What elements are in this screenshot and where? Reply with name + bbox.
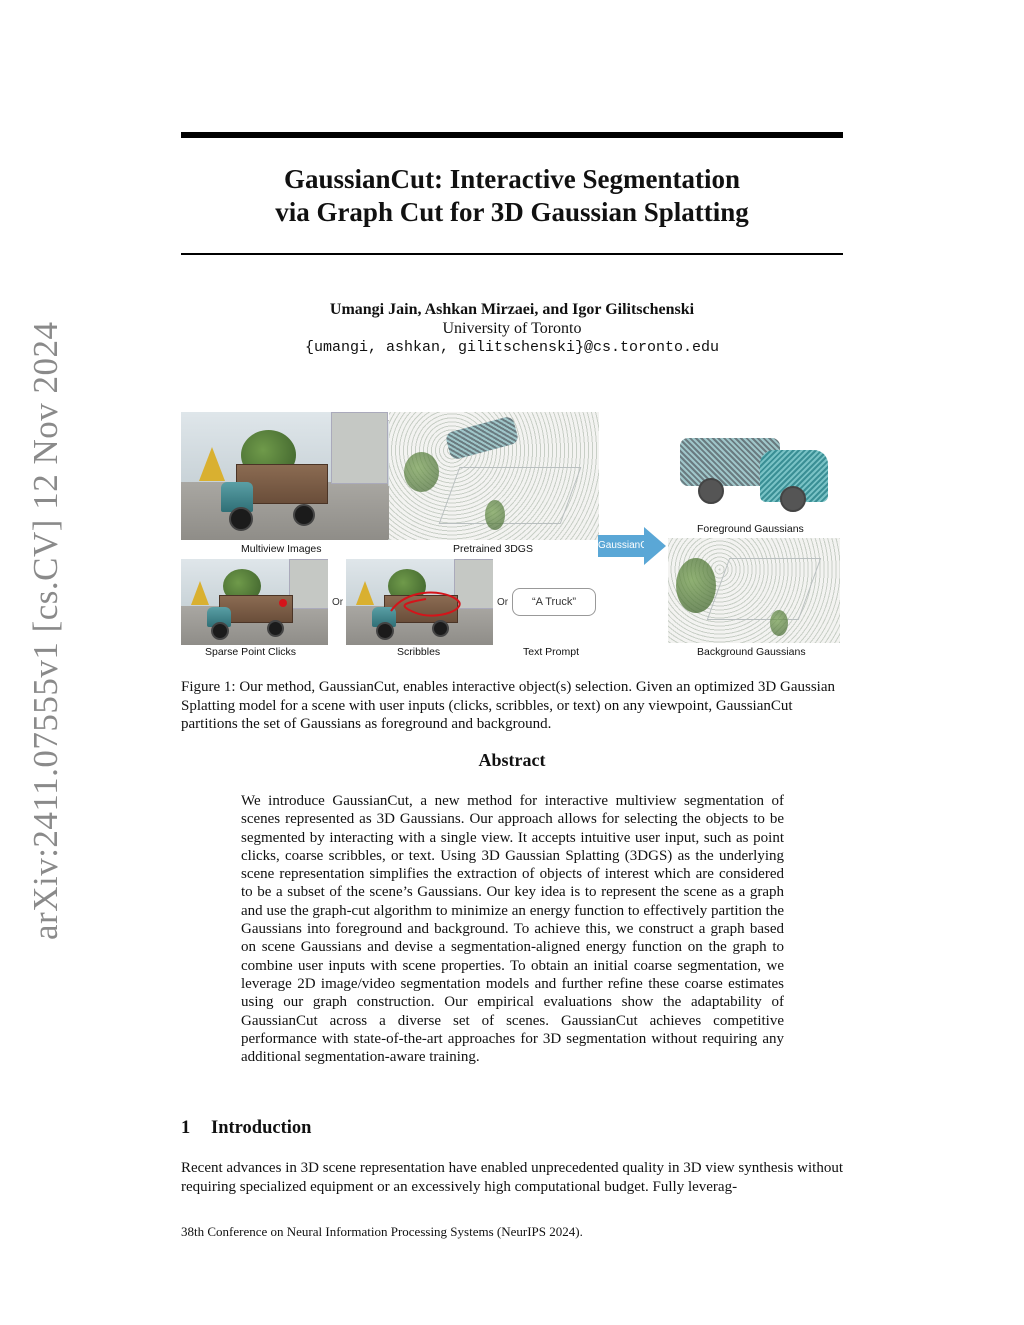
- figure-1: [181, 410, 843, 662]
- scribbles-image: [346, 559, 493, 645]
- arxiv-stamp: arXiv:2411.07555v1 [cs.CV] 12 Nov 2024: [26, 321, 65, 940]
- abstract-heading: Abstract: [478, 750, 546, 770]
- title-rule-bottom: [181, 253, 843, 255]
- pretrained-3dgs-image: [389, 412, 599, 540]
- or-separator-1: Or: [332, 597, 344, 608]
- sparse-clicks-image: [181, 559, 328, 645]
- figure-caption: Figure 1: Our method, GaussianCut, enables interactive object(s) selection. Given an optimized 3D Gaussian Splatting model for a scene with user inputs (clicks, scribbles, or text) on any viewpoint, GaussianCut partitions the set of Gaussians as foreground and background.: [181, 679, 836, 732]
- section-title: Introduction: [211, 1118, 312, 1138]
- title-line-1: GaussianCut: Interactive Segmentation: [284, 164, 740, 194]
- section-number: 1: [181, 1118, 191, 1138]
- title-line-2: via Graph Cut for 3D Gaussian Splatting: [275, 197, 749, 227]
- label-pretrained: Pretrained 3DGS: [453, 543, 533, 555]
- author-block: [181, 300, 843, 357]
- conference-footer: 38th Conference on Neural Information Processing Systems (NeurIPS 2024).: [181, 1224, 583, 1239]
- affiliation: University of Toronto: [442, 320, 582, 337]
- text-prompt-box: “A Truck”: [512, 588, 596, 616]
- label-background: Background Gaussians: [697, 646, 806, 658]
- label-clicks: Sparse Point Clicks: [205, 646, 297, 658]
- title-rule-top: [181, 132, 843, 138]
- introduction-body: Recent advances in 3D scene representation have enabled unprecedented quality in 3D view synthesis without requiring specialized equipment or an excessively high computational budget. Fully leverag-: [181, 1160, 843, 1195]
- label-foreground: Foreground Gaussians: [697, 523, 804, 535]
- label-scribbles: Scribbles: [397, 646, 441, 658]
- gaussiancut-arrow: GaussianCut: [598, 535, 644, 557]
- author-names: Umangi Jain, Ashkan Mirzaei, and Igor Gilitschenski: [329, 301, 695, 318]
- label-multiview: Multiview Images: [241, 543, 322, 555]
- multiview-image-front: [181, 412, 388, 540]
- foreground-gaussians-image: [668, 420, 840, 520]
- scribble-stroke-icon: [346, 559, 493, 645]
- author-email: {umangi, ashkan, gilitschenski}@cs.toronto.edu: [304, 339, 720, 356]
- click-point-icon: [279, 599, 287, 607]
- section-heading-introduction: [181, 1118, 311, 1139]
- abstract-body: We introduce GaussianCut, a new method for interactive multiview segmentation of scenes represented as 3D Gaussians. Our approach allows for selecting the objects to be segmented by interacting with a single view. It accepts intuitive user input, such as point clicks, coarse scribbles, or text. Using 3D Gaussian Splatting (3DGS) as the underlying scene representation simplifies the extraction of objects of interest which are considered to be a subset of the scene’s Gaussians. Our key idea is to represent the scene as a graph and use the graph-cut algorithm to minimize an energy function to effectively partition the Gaussians into foreground and background. To achieve this, we construct a graph based on scene Gaussians and devise a segmentation-aligned energy function on the graph to combine user inputs with scene properties. To obtain an initial coarse segmentation, we leverage 2D image/video segmentation models and further refine these coarse estimates using our graph construction. Our empirical evaluations show the adaptability of GaussianCut across a diverse set of scenes. GaussianCut achieves competitive performance with state-of-the-art approaches for 3D segmentation without requiring any additional segmentation-aware training.: [241, 793, 784, 1066]
- or-separator-2: Or: [497, 597, 509, 608]
- paper-title: [181, 163, 843, 229]
- arrow-head-icon: [644, 527, 666, 565]
- label-text-prompt: Text Prompt: [523, 646, 580, 658]
- background-gaussians-image: [668, 538, 840, 643]
